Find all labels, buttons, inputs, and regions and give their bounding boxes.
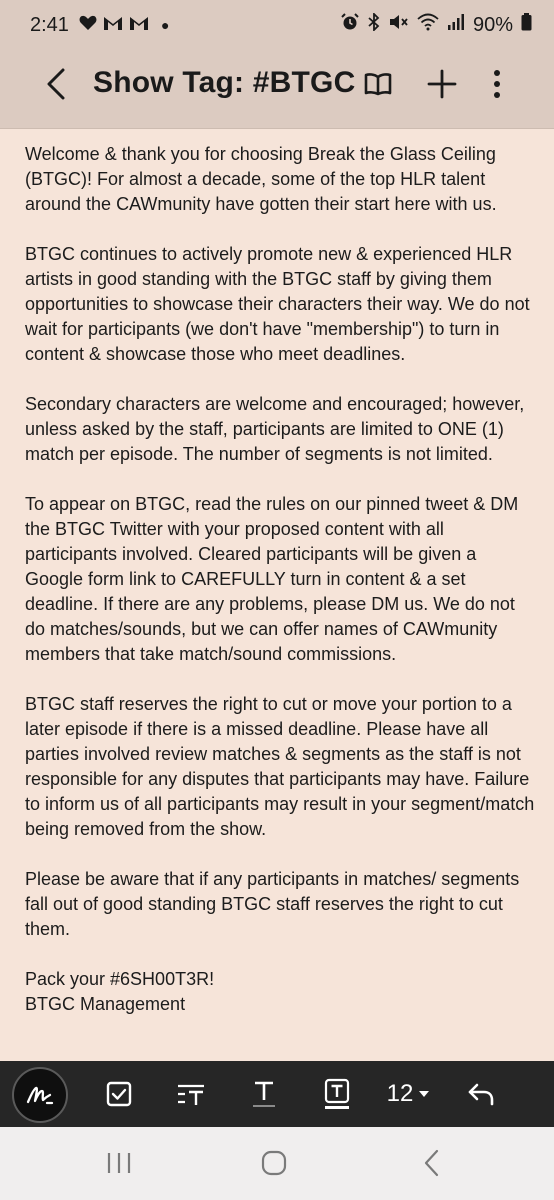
handwriting-button[interactable] xyxy=(12,1067,68,1123)
top-area xyxy=(0,0,554,129)
caret-down-icon xyxy=(419,1091,429,1097)
checklist-button[interactable] xyxy=(102,1075,136,1113)
home-button[interactable] xyxy=(259,1148,289,1178)
chevron-left-icon xyxy=(46,68,66,100)
text-style-icon xyxy=(250,1079,278,1109)
status-left xyxy=(30,14,169,37)
home-icon xyxy=(260,1149,288,1177)
font-size-dropdown[interactable] xyxy=(384,1075,432,1113)
note-paragraph: BTGC staff reserves the right to cut or move your portion to a later episode if there is a missed deadline. Please have all parties involved review matches & segments as the staff is not responsible for any disputes that participants may have. Failure to inform us of all participants may result in your segment/match being removed from the show. xyxy=(25,694,535,839)
font-size-value: 12 xyxy=(386,1080,414,1107)
back-button[interactable] xyxy=(38,66,74,102)
gmail-icon xyxy=(103,14,123,37)
note-signature-line: Pack your #6SH00T3R! xyxy=(25,969,215,989)
more-notifications-dot: ● xyxy=(160,17,170,33)
note-paragraph: BTGC continues to actively promote new & experienced HLR artists in good standing with the BTGC staff by giving them opportunities to showcase their characters their way. We do not wait for participants (we don't have "membership") to turn in content & showcase those who meet deadlines. xyxy=(25,244,530,364)
text-color-button[interactable] xyxy=(320,1075,354,1113)
note-body[interactable] xyxy=(25,142,535,1017)
page-title: Show Tag: #BTGC xyxy=(93,66,356,99)
app-bar xyxy=(0,50,554,120)
note-paragraph: To appear on BTGC, read the rules on our pinned tweet & DM the BTGC Twitter with your proposed content with all participants involved. Cleared participants will be given a Google form link to CAREFULLY turn in content & a set deadline. If there are any problems, please DM us. We do not do matches/sounds, but we can offer names of CAWmunity members that take match/sound commissions. xyxy=(25,494,519,664)
wifi-icon xyxy=(417,13,439,37)
text-color-icon xyxy=(323,1078,351,1110)
status-bar xyxy=(0,0,554,50)
battery-icon xyxy=(521,13,532,37)
reading-mode-button[interactable] xyxy=(362,68,394,100)
more-vertical-icon xyxy=(493,69,501,99)
plus-icon xyxy=(427,69,457,99)
undo-button[interactable] xyxy=(464,1075,498,1113)
battery-percent: 90% xyxy=(472,13,513,36)
note-paragraph: Welcome & thank you for choosing Break the Glass Ceiling (BTGC)! For almost a decade, some of the top HLR talent around the CAWmunity have gotten their start here with us. xyxy=(25,144,497,214)
editing-toolbar xyxy=(0,1061,554,1127)
recents-icon xyxy=(106,1151,132,1175)
more-options-button[interactable] xyxy=(482,66,512,102)
status-right xyxy=(341,13,532,37)
status-time: 2:41 xyxy=(30,13,69,36)
checkbox-icon xyxy=(106,1081,132,1107)
gmail-icon xyxy=(129,14,149,37)
signal-icon xyxy=(447,13,465,37)
note-paragraph: Please be aware that if any participants in matches/ segments fall out of good standing BTGC staff reserves the right to cut them. xyxy=(25,869,520,939)
recents-button[interactable] xyxy=(104,1151,134,1175)
heart-icon xyxy=(79,14,97,37)
text-style-button[interactable] xyxy=(248,1075,280,1113)
note-signature-line: BTGC Management xyxy=(25,994,186,1014)
alarm-icon xyxy=(341,13,359,37)
back-icon xyxy=(423,1149,439,1177)
paragraph-style-icon xyxy=(176,1081,206,1107)
book-icon xyxy=(364,72,392,96)
paragraph-style-button[interactable] xyxy=(174,1075,208,1113)
handwriting-icon xyxy=(25,1083,55,1107)
mute-icon xyxy=(389,13,409,37)
system-nav-bar xyxy=(0,1127,554,1200)
add-button[interactable] xyxy=(424,66,460,102)
bluetooth-icon xyxy=(367,13,381,37)
system-back-button[interactable] xyxy=(416,1148,446,1178)
note-paragraph: Secondary characters are welcome and encouraged; however, unless asked by the staff, participants are limited to ONE (1) match per episode. The number of segments is not limited. xyxy=(25,394,525,464)
undo-icon xyxy=(467,1082,495,1106)
